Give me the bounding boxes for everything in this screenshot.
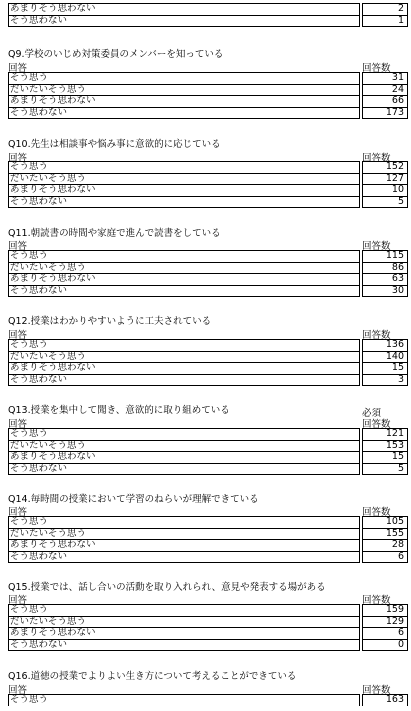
question-title-q10: Q10.先生は相談事や悩み事に意欲的に応じている bbox=[8, 139, 221, 150]
table-header bbox=[8, 504, 408, 518]
table-header bbox=[8, 238, 408, 252]
answer-label: そう思う bbox=[8, 339, 360, 351]
answer-count: 173 bbox=[362, 107, 408, 119]
table-row bbox=[8, 72, 408, 84]
table-row bbox=[8, 351, 408, 363]
table-row bbox=[8, 84, 408, 96]
table-header bbox=[8, 60, 408, 74]
answer-label: そう思わない bbox=[8, 107, 360, 119]
table-row bbox=[8, 362, 408, 374]
q13-table bbox=[8, 428, 408, 475]
answer-label: そう思わない bbox=[8, 639, 360, 651]
answer-label: だいたいそう思う bbox=[8, 616, 360, 628]
q10-table bbox=[8, 161, 408, 208]
col-count-header: 回答数 bbox=[362, 153, 391, 164]
answer-label: そう思わない bbox=[8, 15, 360, 27]
table-row bbox=[8, 616, 408, 628]
table-row bbox=[8, 339, 408, 351]
q16-table bbox=[8, 694, 408, 706]
table-header bbox=[8, 150, 408, 164]
table-row bbox=[8, 451, 408, 463]
answer-label: そう思う bbox=[8, 250, 360, 262]
answer-count: 86 bbox=[362, 262, 408, 274]
answer-label: あまりそう思わない bbox=[8, 362, 360, 374]
answer-count: 66 bbox=[362, 95, 408, 107]
answer-count: 105 bbox=[362, 516, 408, 528]
q14-table bbox=[8, 516, 408, 563]
table-header bbox=[8, 682, 408, 696]
table-row bbox=[8, 627, 408, 639]
answer-count: 10 bbox=[362, 184, 408, 196]
answer-count: 129 bbox=[362, 616, 408, 628]
col-answer-header: 回答 bbox=[8, 595, 28, 606]
answer-label: そう思わない bbox=[8, 463, 360, 475]
answer-count: 31 bbox=[362, 72, 408, 84]
answer-label: だいたいそう思う bbox=[8, 528, 360, 540]
table-row bbox=[8, 3, 408, 15]
answer-count: 30 bbox=[362, 285, 408, 297]
answer-label: そう思わない bbox=[8, 196, 360, 208]
table-row bbox=[8, 440, 408, 452]
answer-label: そう思う bbox=[8, 604, 360, 616]
table-header bbox=[8, 327, 408, 341]
col-count-header: 回答数 bbox=[362, 595, 391, 606]
answer-label: だいたいそう思う bbox=[8, 351, 360, 363]
answer-label: だいたいそう思う bbox=[8, 173, 360, 185]
answer-count: 1 bbox=[362, 15, 408, 27]
answer-count: 28 bbox=[362, 539, 408, 551]
question-title-q12: Q12.授業はわかりやすいように工夫されている bbox=[8, 316, 212, 327]
answer-count: 2 bbox=[362, 3, 408, 15]
answer-count: 3 bbox=[362, 374, 408, 386]
q12-table bbox=[8, 339, 408, 386]
answer-count: 153 bbox=[362, 440, 408, 452]
table-header bbox=[8, 592, 408, 606]
table-row bbox=[8, 463, 408, 475]
table-row bbox=[8, 161, 408, 173]
question-title-q14: Q14.毎時間の授業において学習のねらいが理解できている bbox=[8, 494, 259, 505]
answer-label: そう思う bbox=[8, 72, 360, 84]
answer-count: 15 bbox=[362, 451, 408, 463]
answer-count: 6 bbox=[362, 627, 408, 639]
answer-count: 115 bbox=[362, 250, 408, 262]
required-note: 必須 bbox=[362, 408, 382, 419]
answer-label: そう思わない bbox=[8, 285, 360, 297]
answer-label: だいたいそう思う bbox=[8, 262, 360, 274]
answer-label: だいたいそう思う bbox=[8, 440, 360, 452]
question-title-q13: Q13.授業を集中して聞き、意欲的に取り組めている bbox=[8, 405, 230, 416]
col-answer-header: 回答 bbox=[8, 419, 28, 430]
table-row bbox=[8, 516, 408, 528]
col-count-header: 回答数 bbox=[362, 241, 391, 252]
answer-count: 6 bbox=[362, 551, 408, 563]
question-title-q9: Q9.学校のいじめ対策委員のメンバーを知っている bbox=[8, 49, 224, 60]
table-row bbox=[8, 604, 408, 616]
answer-label: あまりそう思わない bbox=[8, 184, 360, 196]
q11-table bbox=[8, 250, 408, 297]
answer-label: そう思う bbox=[8, 161, 360, 173]
answer-count: 0 bbox=[362, 639, 408, 651]
answer-count: 155 bbox=[362, 528, 408, 540]
col-count-header: 回答数 bbox=[362, 685, 391, 696]
answer-label: あまりそう思わない bbox=[8, 95, 360, 107]
col-count-header: 回答数 bbox=[362, 507, 391, 518]
answer-count: 127 bbox=[362, 173, 408, 185]
table-row bbox=[8, 285, 408, 297]
answer-count: 152 bbox=[362, 161, 408, 173]
table-row bbox=[8, 173, 408, 185]
table-row bbox=[8, 196, 408, 208]
table-row bbox=[8, 273, 408, 285]
q8-tail-table bbox=[8, 3, 408, 26]
answer-label: あまりそう思わない bbox=[8, 451, 360, 463]
table-row bbox=[8, 694, 408, 706]
question-title-q11: Q11.朝読書の時間や家庭で進んで読書をしている bbox=[8, 228, 221, 239]
question-title-q15: Q15.授業では、話し合いの活動を取り入れられ、意見や発表する場がある bbox=[8, 582, 326, 593]
answer-count: 163 bbox=[362, 694, 408, 706]
answer-count: 159 bbox=[362, 604, 408, 616]
col-answer-header: 回答 bbox=[8, 153, 28, 164]
answer-count: 15 bbox=[362, 362, 408, 374]
table-row bbox=[8, 95, 408, 107]
answer-label: あまりそう思わない bbox=[8, 627, 360, 639]
answer-count: 63 bbox=[362, 273, 408, 285]
col-count-header: 回答数 bbox=[362, 330, 391, 341]
col-answer-header: 回答 bbox=[8, 685, 28, 696]
q9-table bbox=[8, 72, 408, 119]
col-answer-header: 回答 bbox=[8, 63, 28, 74]
answer-label: そう思う bbox=[8, 694, 360, 706]
answer-count: 121 bbox=[362, 428, 408, 440]
answer-label: そう思わない bbox=[8, 374, 360, 386]
answer-label: あまりそう思わない bbox=[8, 273, 360, 285]
answer-count: 5 bbox=[362, 463, 408, 475]
table-row bbox=[8, 107, 408, 119]
answer-label: あまりそう思わない bbox=[8, 3, 360, 15]
table-row bbox=[8, 250, 408, 262]
table-row bbox=[8, 374, 408, 386]
answer-count: 5 bbox=[362, 196, 408, 208]
answer-label: だいたいそう思う bbox=[8, 84, 360, 96]
table-row bbox=[8, 15, 408, 27]
answer-count: 24 bbox=[362, 84, 408, 96]
col-answer-header: 回答 bbox=[8, 507, 28, 518]
answer-label: あまりそう思わない bbox=[8, 539, 360, 551]
answer-label: そう思う bbox=[8, 516, 360, 528]
q15-table bbox=[8, 604, 408, 651]
table-row bbox=[8, 551, 408, 563]
answer-count: 140 bbox=[362, 351, 408, 363]
table-row bbox=[8, 528, 408, 540]
col-answer-header: 回答 bbox=[8, 241, 28, 252]
table-row bbox=[8, 262, 408, 274]
question-title-q16: Q16.道徳の授業でよりよい生き方について考えることができている bbox=[8, 671, 297, 682]
table-row bbox=[8, 428, 408, 440]
col-count-header: 回答数 bbox=[362, 419, 391, 430]
answer-count: 136 bbox=[362, 339, 408, 351]
table-row bbox=[8, 539, 408, 551]
table-row bbox=[8, 184, 408, 196]
col-answer-header: 回答 bbox=[8, 330, 28, 341]
col-count-header: 回答数 bbox=[362, 63, 391, 74]
table-row bbox=[8, 639, 408, 651]
answer-label: そう思わない bbox=[8, 551, 360, 563]
answer-label: そう思う bbox=[8, 428, 360, 440]
